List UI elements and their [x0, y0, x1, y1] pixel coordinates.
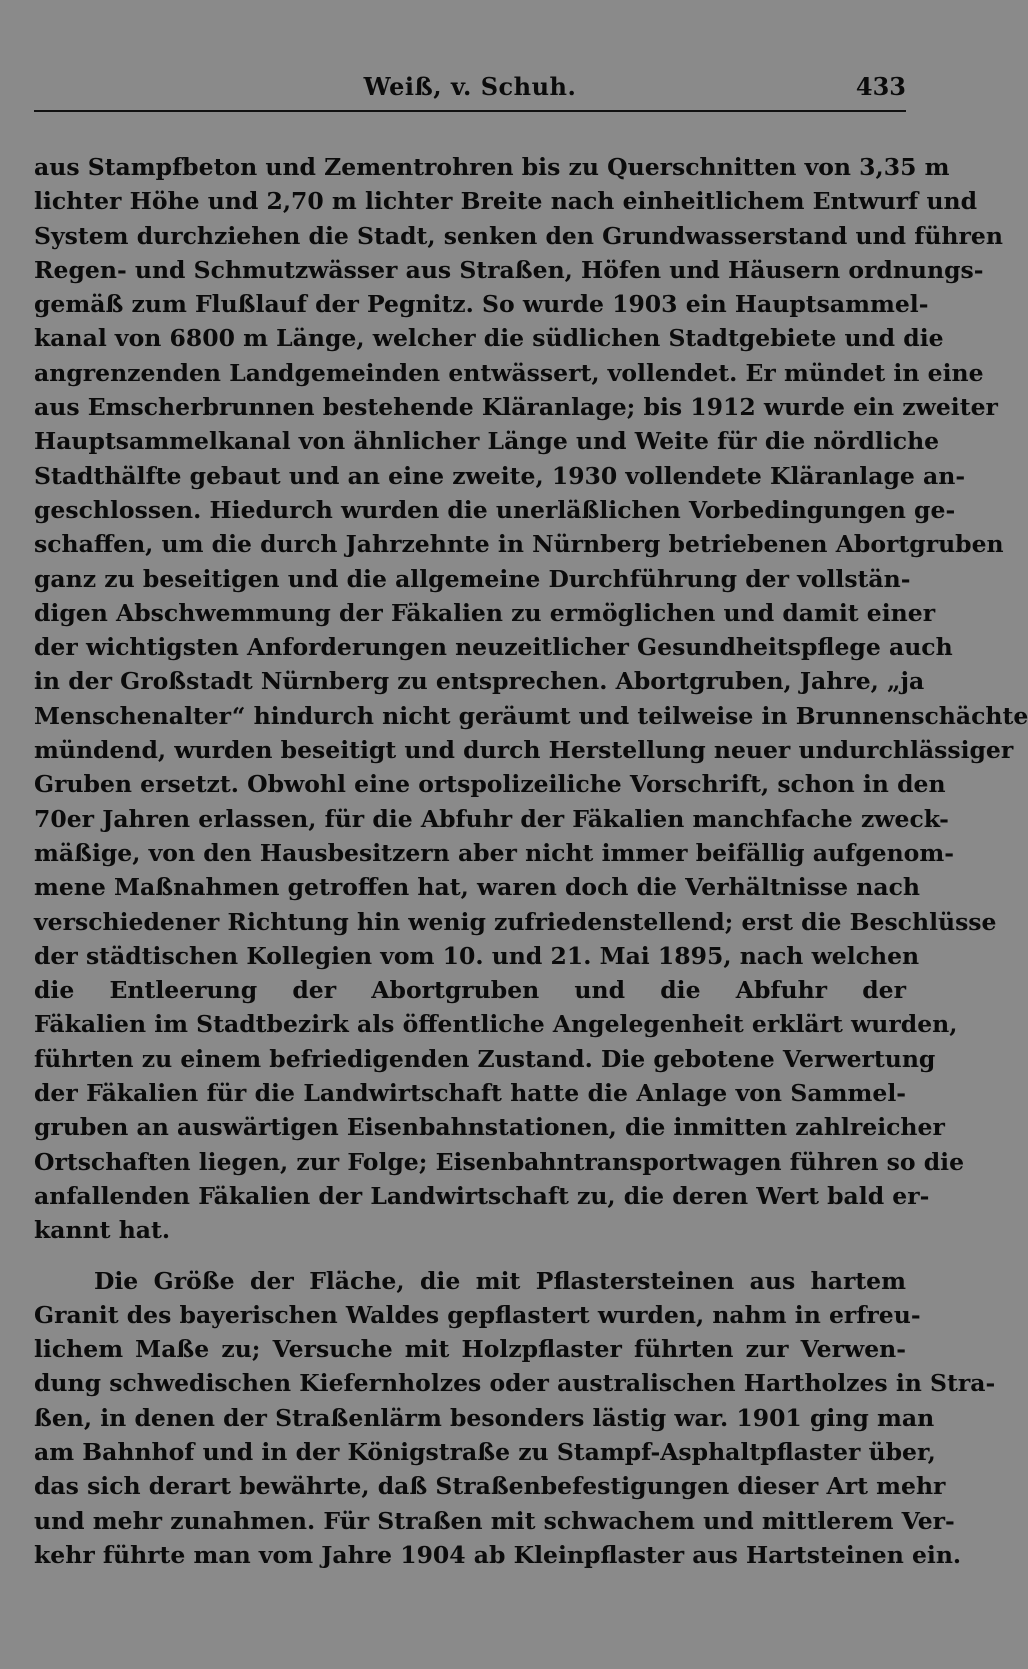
text-line: lichem Maße zu; Versuche mit Holzpflaster führten zur Verwen- — [34, 1335, 906, 1364]
text-line: gemäß zum Flußlauf der Pegnitz. So wurde 1903 ein Hauptsammel- — [34, 290, 929, 319]
text-line: führten zu einem befriedigenden Zustand. Die gebotene Verwertung — [34, 1044, 936, 1073]
page-number: 433 — [855, 72, 906, 101]
text-line: und mehr zunahmen. Für Straßen mit schwachem und mittlerem Ver- — [34, 1506, 955, 1535]
text-line: mündend, wurden beseitigt und durch Herstellung neuer undurchlässiger — [34, 736, 1014, 765]
text-line: Menschenalter“ hindurch nicht geräumt und teilweise in Brunnenschächte — [34, 701, 1028, 730]
page-header — [34, 72, 906, 108]
text-line: der wichtigsten Anforderungen neuzeitlicher Gesundheitspflege auch — [34, 633, 953, 662]
text-line: Granit des bayerischen Waldes gepflastert wurden, nahm in erfreu- — [34, 1300, 921, 1329]
text-line: lichter Höhe und 2,70 m lichter Breite nach einheitlichem Entwurf und — [34, 187, 978, 216]
text-line: das sich derart bewährte, daß Straßenbefestigungen dieser Art mehr — [34, 1472, 946, 1501]
text-line: Gruben ersetzt. Obwohl eine ortspolizeiliche Vorschrift, schon in den — [34, 770, 946, 799]
paragraph-gap — [34, 1248, 906, 1264]
text-line: schaffen, um die durch Jahrzehnte in Nürnberg betriebenen Abortgruben — [34, 530, 1004, 559]
text-line: am Bahnhof und in der Königstraße zu Stampf-Asphaltpflaster über, — [34, 1437, 936, 1466]
text-line: Ortschaften liegen, zur Folge; Eisenbahntransportwagen führen so die — [34, 1147, 965, 1176]
body-text — [34, 150, 1028, 1572]
text-line: System durchziehen die Stadt, senken den Grundwasserstand und führen — [34, 221, 1003, 250]
text-line: Fäkalien im Stadtbezirk als öffentliche Angelegenheit erklärt wurden, — [34, 1010, 958, 1039]
text-line: geschlossen. Hiedurch wurden die unerläßlichen Vorbedingungen ge- — [34, 495, 956, 524]
text-line: angrenzenden Landgemeinden entwässert, vollendet. Er mündet in eine — [34, 358, 984, 387]
text-line: der städtischen Kollegien vom 10. und 21. Mai 1895, nach welchen — [34, 941, 920, 970]
text-line: verschiedener Richtung hin wenig zufriedenstellend; erst die Beschlüsse — [34, 907, 997, 936]
text-line: kannt hat. — [34, 1216, 171, 1245]
paragraph — [34, 150, 1028, 1248]
text-line: anfallenden Fäkalien der Landwirtschaft zu, die deren Wert bald er- — [34, 1181, 930, 1210]
text-line: Die Größe der Fläche, die mit Pflastersteinen aus hartem — [94, 1266, 906, 1295]
text-line: Regen- und Schmutzwässer aus Straßen, Höfen und Häusern ordnungs- — [34, 255, 984, 284]
text-line: gruben an auswärtigen Eisenbahnstationen, die inmitten zahlreicher — [34, 1113, 945, 1142]
paragraph — [34, 1264, 996, 1573]
text-line: mene Maßnahmen getroffen hat, waren doch die Verhältnisse nach — [34, 873, 920, 902]
text-line: der Fäkalien für die Landwirtschaft hatte die Anlage von Sammel- — [34, 1079, 906, 1108]
text-line: ganz zu beseitigen und die allgemeine Durchführung der vollstän- — [34, 564, 911, 593]
text-line: mäßige, von den Hausbesitzern aber nicht immer beifällig aufgenom- — [34, 838, 954, 867]
text-line: aus Emscherbrunnen bestehende Kläranlage; bis 1912 wurde ein zweiter — [34, 393, 998, 422]
text-line: kehr führte man vom Jahre 1904 ab Kleinpflaster aus Hartsteinen ein. — [34, 1540, 962, 1569]
text-line: digen Abschwemmung der Fäkalien zu ermöglichen und damit einer — [34, 598, 936, 627]
text-line: aus Stampfbeton und Zementrohren bis zu Querschnitten von 3,35 m — [34, 153, 950, 181]
text-line: 70er Jahren erlassen, für die Abfuhr der Fäkalien manchfache zweck- — [34, 804, 949, 833]
text-line: in der Großstadt Nürnberg zu entsprechen. Abortgruben, Jahre, „ja — [34, 667, 925, 696]
running-head: Weiß, v. Schuh. — [363, 72, 577, 101]
text-line: Stadthälfte gebaut und an eine zweite, 1930 vollendete Kläranlage an- — [34, 461, 966, 490]
text-line: Hauptsammelkanal von ähnlicher Länge und Weite für die nördliche — [34, 427, 940, 456]
header-rule — [34, 110, 906, 112]
text-line: die Entleerung der Abortgruben und die Abfuhr der — [34, 976, 906, 1005]
text-line: dung schwedischen Kiefernholzes oder australischen Hartholzes in Stra- — [34, 1369, 996, 1398]
text-line: ßen, in denen der Straßenlärm besonders lästig war. 1901 ging man — [34, 1403, 935, 1432]
text-line: kanal von 6800 m Länge, welcher die südlichen Stadtgebiete und die — [34, 324, 944, 353]
